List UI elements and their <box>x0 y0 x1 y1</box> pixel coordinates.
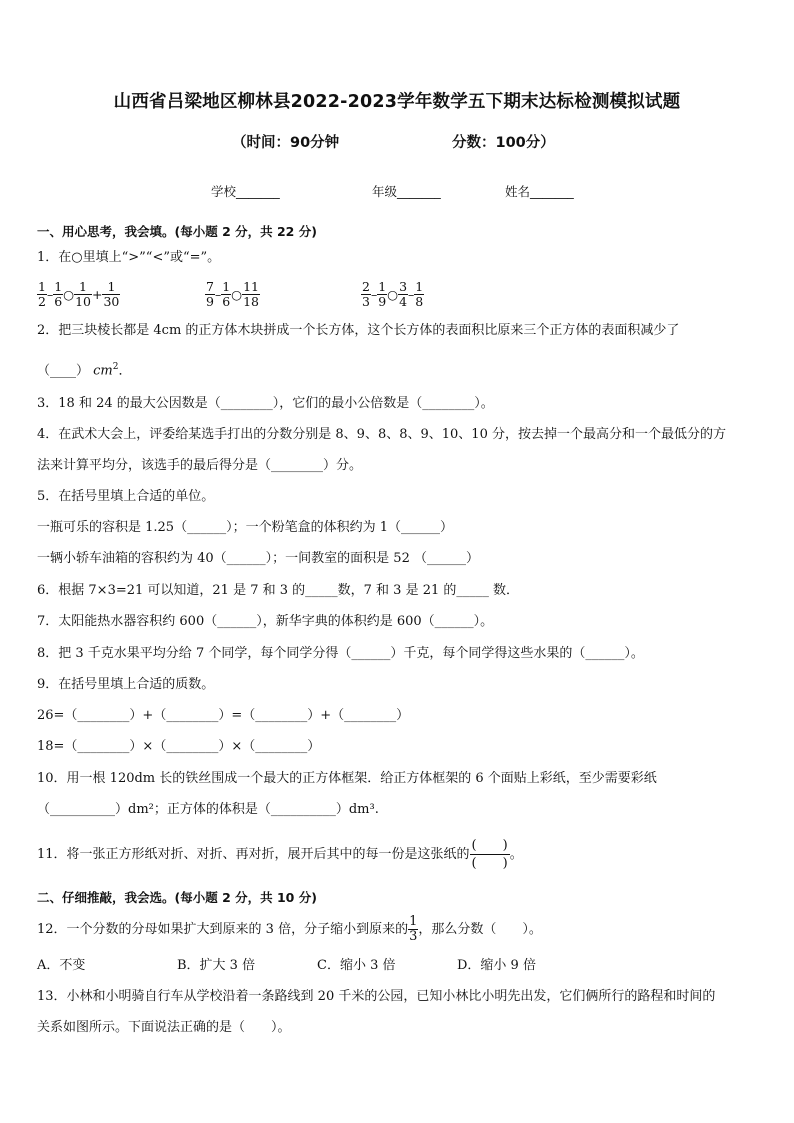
question-11: 11．将一张正方形纸对折、对折、再对折，展开后其中的每一份是这张纸的 $\frac{( )}{( )}$。 <box>37 838 523 871</box>
question-10-line-1: 10．用一根 120dm 长的铁丝围成一个最大的正方体框架．给正方体框架的 6 个面贴上彩纸，至少需要彩纸 <box>37 771 657 786</box>
question-1-group-b: $\frac{7}{9}$ – $\frac{1}{6}$ ○ $\frac{11}{18}$ <box>206 279 259 309</box>
fraction: $\frac{1}{9}$ <box>378 279 387 309</box>
question-7: 7．太阳能热水器容积约 600（______），新华字典的体积约是 600（______）。 <box>37 614 494 629</box>
option-b[interactable]: B．扩大 3 倍 <box>177 958 256 973</box>
question-12-options <box>37 957 764 975</box>
question-12: 12．一个分数的分母如果扩大到原来的 3 倍，分子缩小到原来的 $\frac{1}{3}$ ，那么分数（ ）。 <box>37 914 542 944</box>
fraction: $\frac{1}{3}$ <box>409 914 418 944</box>
question-4-line-1: 4．在武术大会上，评委给某选手打出的分数分别是 8、9、8、8、9、10、10 分，按去掉一个最高分和一个最低分的方 <box>37 427 726 442</box>
question-9: 9．在括号里填上合适的质数。 <box>37 677 215 692</box>
question-5: 5．在括号里填上合适的单位。 <box>37 489 215 504</box>
question-1-group-c: $\frac{2}{3}$ – $\frac{1}{9}$ ○ $\frac{3}{4}$ – $\frac{1}{8}$ <box>362 279 424 309</box>
compare-circle: ○ <box>387 287 399 302</box>
fraction: $\frac{1}{10}$ <box>75 279 91 309</box>
question-5-line-2: 一辆小轿车油箱的容积约为 40（______）；一间教室的面积是 52 （______） <box>37 551 479 566</box>
school-field: 学校_______ <box>211 184 280 199</box>
fraction: $\frac{1}{6}$ <box>54 279 63 309</box>
question-6: 6．根据 7×3=21 可以知道，21 是 7 和 3 的_____数，7 和 3 是 21 的_____ 数． <box>37 583 520 598</box>
name-field: 姓名_______ <box>505 184 574 199</box>
fraction: $\frac{1}{8}$ <box>415 279 424 309</box>
section-2-heading: 二、仔细推敲，我会选。(每小题 2 分，共 10 分) <box>37 890 317 905</box>
question-2-line-1: 2．把三块棱长都是 4cm 的正方体木块拼成一个长方体，这个长方体的表面积比原来三个正方体的表面积减少了 <box>37 323 680 338</box>
fraction: $\frac{11}{18}$ <box>243 279 259 309</box>
exam-time: （时间：90分钟 <box>232 135 340 151</box>
fraction: $\frac{1}{6}$ <box>222 279 231 309</box>
question-1-group-a: $\frac{1}{2}$ – $\frac{1}{6}$ ○ $\frac{1}{10}$ + $\frac{1}{30}$ <box>38 279 120 309</box>
section-1-heading: 一、用心思考，我会填。(每小题 2 分，共 22 分) <box>37 224 317 239</box>
fraction: $\frac{2}{3}$ <box>362 279 370 309</box>
grade-field: 年级_______ <box>372 184 441 199</box>
question-1: 1．在○里填上“>”“<”或“=”。 <box>37 250 221 265</box>
option-d[interactable]: D．缩小 9 倍 <box>457 958 536 973</box>
question-4-line-2: 法来计算平均分，该选手的最后得分是（________）分。 <box>37 458 363 473</box>
question-8: 8．把 3 千克水果平均分给 7 个同学，每个同学分得（______）千克，每个同学得这些水果的（______）。 <box>37 646 644 661</box>
question-10-line-2: （__________）dm²；正方体的体积是（__________）dm³. <box>37 802 379 817</box>
question-3: 3．18 和 24 的最大公因数是（________），它们的最小公倍数是（________）。 <box>37 396 494 411</box>
question-13-line-2: 关系如图所示。下面说法正确的是（ ）。 <box>37 1020 291 1035</box>
compare-circle: ○ <box>63 287 75 302</box>
question-13-line-1: 13．小林和小明骑自行车从学校沿着一条路线到 20 千米的公园，已知小林比小明先出发，它们俩所行的路程和时间的 <box>37 989 716 1004</box>
compare-circle: ○ <box>231 287 243 302</box>
page-title: 山西省吕梁地区柳林县2022-2023学年数学五下期末达标检测模拟试题 <box>113 92 681 112</box>
fraction: $\frac{1}{30}$ <box>103 279 120 309</box>
fraction: $\frac{1}{2}$ <box>38 279 46 309</box>
question-5-line-1: 一瓶可乐的容积是 1.25（______）；一个粉笔盒的体积约为 1（______） <box>37 520 453 535</box>
fraction: $\frac{7}{9}$ <box>206 279 214 309</box>
option-a[interactable]: A．不变 <box>37 958 86 973</box>
unit: cm <box>93 363 113 379</box>
question-9-line-2: 18=（________）×（________）×（________） <box>37 739 321 754</box>
option-c[interactable]: C．缩小 3 倍 <box>317 958 396 973</box>
question-9-line-1: 26=（________）+（________）=（________）+（________） <box>37 708 410 723</box>
fraction: $\frac{3}{4}$ <box>399 279 408 309</box>
exam-score: 分数：100分） <box>452 135 555 151</box>
question-2-line-2: （____） $cm^2$． <box>37 362 132 379</box>
answer-fraction: $\frac{( )}{( )}$ <box>471 838 508 871</box>
